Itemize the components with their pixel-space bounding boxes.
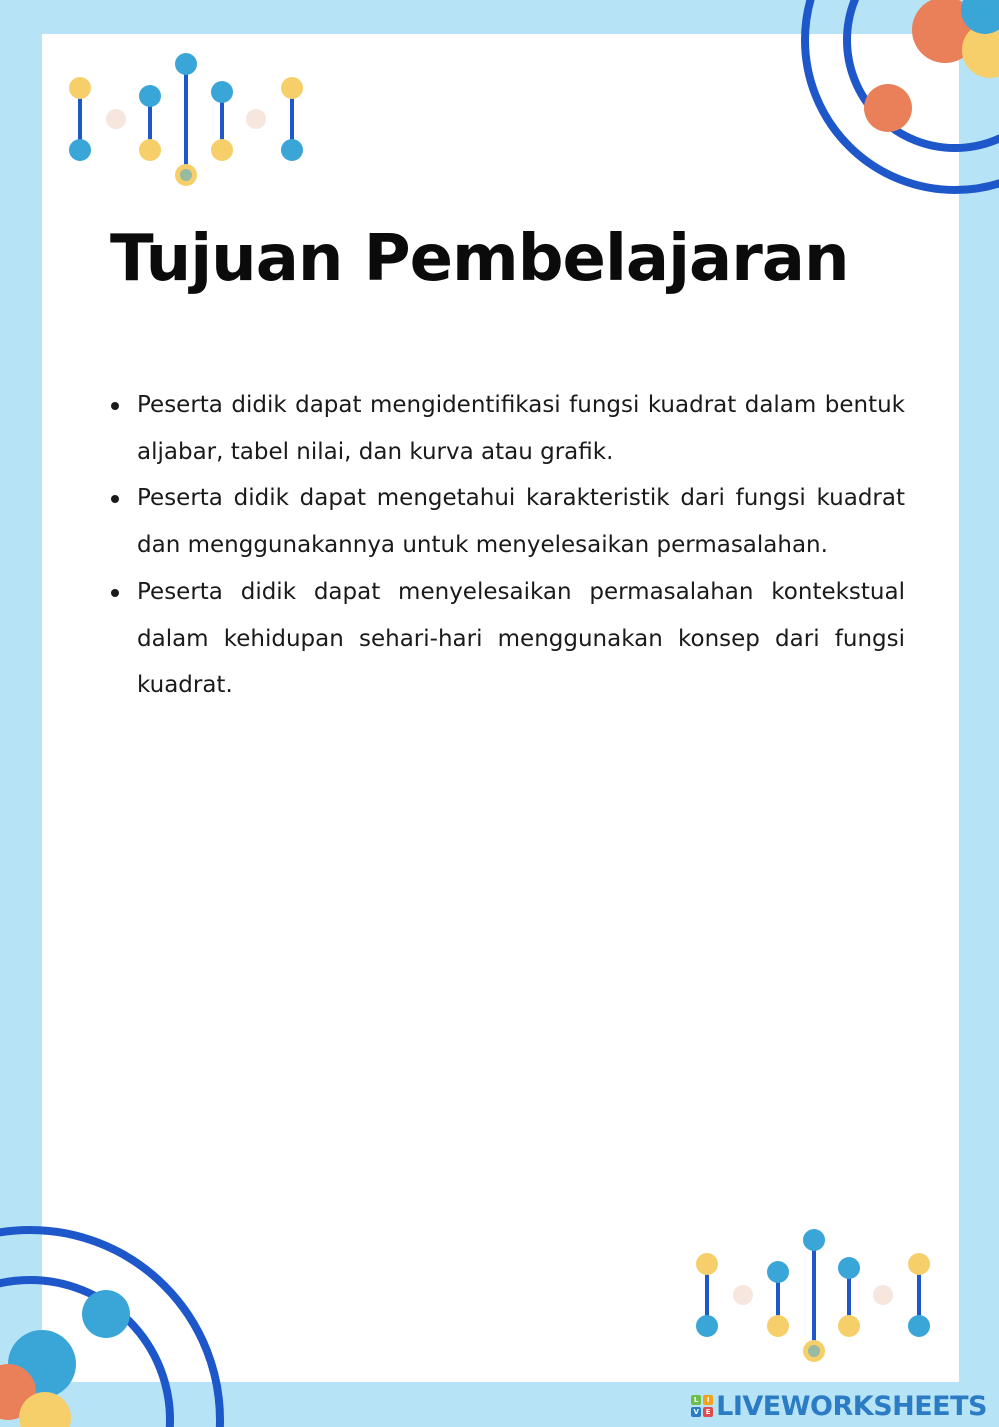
liveworksheets-watermark[interactable] xyxy=(691,1391,987,1421)
liveworksheets-logo-icon: L I V E xyxy=(691,1395,713,1417)
list-item: Peserta didik dapat mengetahui karakteristik dari fungsi kuadrat dan menggunakannya untuk menyelesaikan permasalahan. xyxy=(108,475,905,568)
watermark-text: LIVEWORKSHEETS xyxy=(716,1390,987,1422)
list-item: Peserta didik dapat menyelesaikan permasalahan kontekstual dalam kehidupan sehari-hari menggunakan konsep dari fungsi kuadrat. xyxy=(108,569,905,709)
list-item: Peserta didik dapat mengidentifikasi fungsi kuadrat dalam bentuk aljabar, tabel nilai, dan kurva atau grafik. xyxy=(108,382,905,475)
objectives-list xyxy=(108,382,905,709)
page-title: Tujuan Pembelajaran xyxy=(110,222,849,296)
